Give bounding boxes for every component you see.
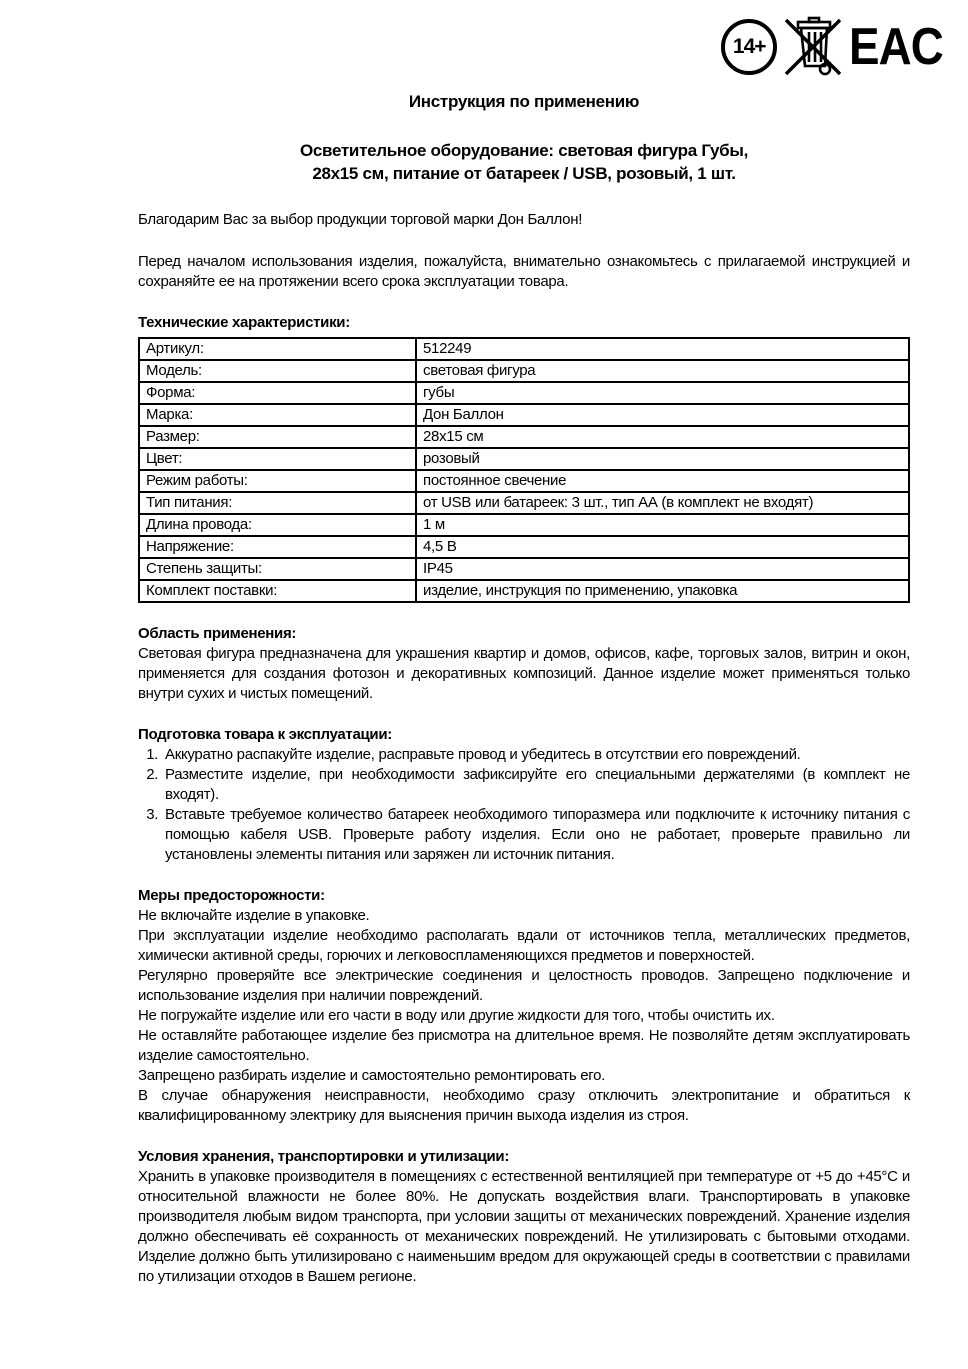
spec-label: Форма: <box>139 382 416 404</box>
page-title: Инструкция по применению <box>408 92 640 111</box>
product-subtitle-line1: Осветительное оборудование: световая фигура Губы, <box>299 141 749 160</box>
precaution-paragraph: В случае обнаружения неисправности, необходимо сразу отключить электропитание и обратиться к квалифицированному электрику для выяснения причин выхода изделия из строя. <box>138 1087 910 1124</box>
spec-value: 4,5 В <box>416 536 909 558</box>
preparation-heading: Подготовка товара к эксплуатации: <box>138 726 392 743</box>
table-row <box>139 514 909 536</box>
spec-value: IP45 <box>416 558 909 580</box>
list-item: 1. Аккуратно распакуйте изделие, расправьте провод и убедитесь в отсутствии его повреждений. <box>162 745 910 765</box>
weee-crossed-out-bin-icon <box>784 16 842 78</box>
precaution-paragraph: Не включайте изделие в упаковке. <box>138 907 370 924</box>
spec-value: 512249 <box>416 338 909 360</box>
spec-value: от USB или батареек: 3 шт., тип АА (в комплект не входят) <box>416 492 909 514</box>
table-row <box>139 382 909 404</box>
table-row <box>139 536 909 558</box>
precautions-heading: Меры предосторожности: <box>138 887 325 904</box>
table-row <box>139 448 909 470</box>
certification-icons <box>721 16 956 78</box>
spec-label: Тип питания: <box>139 492 416 514</box>
storage-heading: Условия хранения, транспортировки и утилизации: <box>138 1148 510 1165</box>
spec-value: световая фигура <box>416 360 909 382</box>
spec-label: Режим работы: <box>139 470 416 492</box>
table-row <box>139 558 909 580</box>
spec-label: Степень защиты: <box>139 558 416 580</box>
table-row <box>139 338 909 360</box>
spec-value: 1 м <box>416 514 909 536</box>
precaution-paragraph: При эксплуатации изделие необходимо располагать вдали от источников тепла, металлических предметов, химически активной среды, горючих и легковоспламеняющихся предметов и поверхностей. <box>138 927 910 964</box>
thanks-paragraph: Благодарим Вас за выбор продукции торговой марки Дон Баллон! <box>138 211 583 228</box>
application-heading: Область применения: <box>138 625 297 642</box>
list-item: 2. Разместите изделие, при необходимости зафиксируйте его специальными держателями (в комплект не входят). <box>162 765 910 805</box>
spec-value: изделие, инструкция по применению, упаковка <box>416 580 909 602</box>
age-restriction-label: 14+ <box>732 35 766 58</box>
storage-text: Хранить в упаковке производителя в помещениях с естественной вентиляцией при температуре от +5 до +45°С и относительной влажности не более 80%. Не допускать воздействия влаги. Транспортировать в упаковке производителя любым видом транспорта, при условии защиты от механических повреждений. Хранение изделия должно обеспечивать её сохранность от механических повреждений. Не утилизировать с бытовыми отходами. Изделие должно быть утилизировано с наименьшим вредом для окружающей среды в соответствии с правилами по утилизации отходов в Вашем регионе. <box>138 1168 910 1285</box>
precaution-paragraph: Не погружайте изделие или его части в воду или другие жидкости для того, чтобы очистить их. <box>138 1007 775 1024</box>
specs-table <box>138 337 910 603</box>
spec-label: Комплект поставки: <box>139 580 416 602</box>
application-text: Световая фигура предназначена для украшения квартир и домов, офисов, кафе, торговых залов, витрин и окон, применяется для создания фотозон и декоративных композиций. Данное изделие может применяться только внутри сухих и чистых помещений. <box>138 645 910 702</box>
spec-label: Модель: <box>139 360 416 382</box>
age-restriction-icon <box>721 19 777 75</box>
list-item: 3. Вставьте требуемое количество батареек необходимого типоразмера или подключите к источнику питания с помощью кабеля USB. Проверьте работу изделия. Если оно не работает, проверьте правильно ли установлены элементы питания или заряжен ли источник питания. <box>162 805 910 865</box>
spec-value: губы <box>416 382 909 404</box>
spec-label: Цвет: <box>139 448 416 470</box>
notice-paragraph: Перед началом использования изделия, пожалуйста, внимательно ознакомьтесь с прилагаемой инструкцией и сохраняйте ее на протяжении всего срока эксплуатации товара. <box>138 253 910 290</box>
table-row <box>139 492 909 514</box>
spec-label: Размер: <box>139 426 416 448</box>
product-subtitle <box>138 139 910 185</box>
preparation-list <box>138 745 910 865</box>
table-row <box>139 360 909 382</box>
spec-value: Дон Баллон <box>416 404 909 426</box>
table-row <box>139 404 909 426</box>
spec-label: Длина провода: <box>139 514 416 536</box>
product-subtitle-line2: 28х15 см, питание от батареек / USB, розовый, 1 шт. <box>312 164 736 183</box>
precaution-paragraph: Не оставляйте работающее изделие без присмотра на длительное время. Не позволяйте детям эксплуатировать изделие самостоятельно. <box>138 1027 910 1064</box>
spec-label: Напряжение: <box>139 536 416 558</box>
spec-label: Артикул: <box>139 338 416 360</box>
spec-value: 28х15 см <box>416 426 909 448</box>
spec-value: постоянное свечение <box>416 470 909 492</box>
eac-conformity-mark: EAC <box>849 18 944 76</box>
spec-label: Марка: <box>139 404 416 426</box>
table-row <box>139 470 909 492</box>
precaution-paragraph: Регулярно проверяйте все электрические соединения и целостность проводов. Запрещено подключение и использование изделия при наличии повреждений. <box>138 967 910 1004</box>
table-row <box>139 580 909 602</box>
table-row <box>139 426 909 448</box>
specs-heading: Технические характеристики: <box>138 314 350 331</box>
precaution-paragraph: Запрещено разбирать изделие и самостоятельно ремонтировать его. <box>138 1067 606 1084</box>
spec-value: розовый <box>416 448 909 470</box>
